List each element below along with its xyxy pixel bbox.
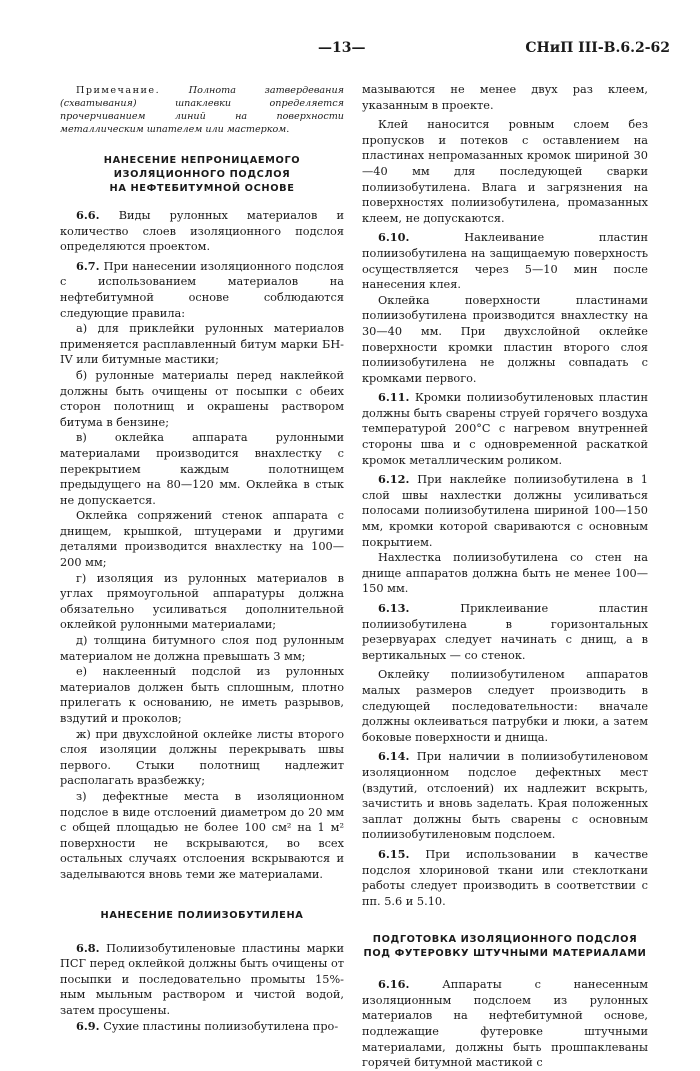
rule-a: а) для приклейки рулонных материалов применяется расплавленный битум марки БН-IV или битумные мастики; bbox=[60, 322, 344, 367]
rule-b: б) рулонные материалы перед наклейкой должны быть очищены от посыпки с обеих сторон полотнищ и окрашены раствором битума в бензине; bbox=[60, 368, 344, 429]
paragraph-text: При нанесении изоляционного подслоя с использованием материалов на нефтебитумной основе соблюдаются следующие правила: bbox=[60, 259, 345, 320]
paragraph-6-15 bbox=[362, 847, 648, 909]
right-column bbox=[362, 82, 648, 1071]
note bbox=[60, 84, 344, 136]
paragraph-6-8 bbox=[60, 941, 344, 1019]
section-title-line: ПОДГОТОВКА ИЗОЛЯЦИОННОГО ПОДСЛОЯ bbox=[372, 934, 638, 946]
paragraph-6-11 bbox=[362, 390, 648, 468]
section-title-polyisobutylene: НАНЕСЕНИЕ ПОЛИИЗОБУТИЛЕНА bbox=[100, 909, 304, 921]
page-header bbox=[0, 40, 700, 66]
clause-number: 6.14. bbox=[378, 749, 410, 764]
page-number: —13— bbox=[318, 40, 366, 56]
clause-number: 6.10. bbox=[378, 230, 410, 245]
section-title-line: ИЗОЛЯЦИОННОГО ПОДСЛОЯ bbox=[113, 169, 291, 180]
paragraph-text: Сухие пластины полиизобутилена про- bbox=[103, 1019, 339, 1033]
paragraph-6-13-small-apparatus: Оклейку полиизобутиленом аппаратов малых размеров следует производить в следующей последовательности: вначале должны оклеиваться патрубки и люки, а затем боковые поверхности и днища. bbox=[362, 668, 648, 744]
paragraph-text: При наклейке полиизобутилена в 1 слой швы нахлестки должны усиливаться полосами полиизобутилена шириной 100—150 мм, кромки которой свариваются с основным покрытием. bbox=[362, 473, 648, 549]
rule-z: з) дефектные места в изоляционном подслое в виде отслоений диаметром до 20 мм с общей площадью не более 100 см² на 1 м² поверхности не вскрываются, во всех остальных случаях отслоения вскрываются и заделываются вновь теми же материалами. bbox=[60, 789, 344, 881]
paragraph-text: Наклеивание пластин полиизобутилена на защищаемую поверхность осуществляется через 5—10 мин после нанесения клея. bbox=[362, 231, 648, 292]
clause-number: 6.11. bbox=[378, 390, 410, 405]
section-title-line: НА НЕФТЕБИТУМНОЙ ОСНОВЕ bbox=[109, 183, 295, 194]
paragraph-text: Аппараты с нанесенным изоляционным подслоем из рулонных материалов на нефтебитумной основе, подлежащие футеровке штучными материалами, должны быть прошпаклеваны горячей битумной мастикой с bbox=[362, 978, 648, 1070]
rule-v: в) оклейка аппарата рулонными материалами производится внахлестку с перекрытием каждым полотнищем предыдущего на 80—120 мм. Оклейка в стык не допускается. bbox=[60, 431, 344, 507]
paragraph-6-12 bbox=[362, 472, 648, 550]
section-title-impermeable bbox=[60, 154, 344, 196]
paragraph-6-14 bbox=[362, 749, 648, 843]
paragraph-6-13 bbox=[362, 601, 648, 663]
paragraph-6-10 bbox=[362, 230, 648, 292]
paragraph-6-9 bbox=[60, 1019, 344, 1035]
section-title-line: НАНЕСЕНИЕ НЕПРОНИЦАЕМОГО bbox=[103, 155, 301, 166]
clause-number: 6.7. bbox=[76, 258, 100, 273]
clause-number: 6.8. bbox=[76, 940, 100, 955]
clause-number: 6.12. bbox=[378, 472, 410, 487]
rule-v-continued: Оклейка сопряжений стенок аппарата с днищем, крышкой, штуцерами и другими деталями производится внахлестку на 100—200 мм; bbox=[60, 509, 344, 570]
section-title-lining-prep bbox=[362, 933, 648, 961]
paragraph-text: Виды рулонных материалов и количество слоев изоляционного подслоя определяются проектом. bbox=[60, 209, 345, 254]
paragraph-6-9-continued: мазываются не менее двух раз клеем, указанным в проекте. bbox=[362, 83, 648, 112]
clause-number: 6.6. bbox=[76, 208, 100, 222]
paragraph-6-6 bbox=[60, 208, 344, 255]
paragraph-6-16 bbox=[362, 977, 648, 1071]
note-text: Полнота затвердевания (схватывания) шпаклевки определяется прочерчиванием линий на поверхности металлическим шпателем или мастерком. bbox=[60, 85, 344, 135]
note-label: Примечание. bbox=[76, 85, 161, 96]
paragraph-6-9-glue: Клей наносится ровным слоем без пропусков и потеков с оставлением на пластинах непромазанных кромок шириной 30—40 мм для последующей сварки полиизобутилена. Влага и загрязнения на поверхностях полиизобутилена, промазанных клеем, не допускаются. bbox=[362, 118, 648, 225]
paragraph-text: Полиизобутиленовые пластины марки ПСГ перед оклейкой должны быть очищены от посыпки и последовательно промыты 15%-ным мыльным раствором и чистой водой, затем просушены. bbox=[60, 941, 344, 1017]
paragraph-6-7 bbox=[60, 259, 344, 321]
clause-number: 6.13. bbox=[378, 601, 410, 615]
paragraph-6-10-overlap: Оклейка поверхности пластинами полиизобутилена производится внахлестку на 30—40 мм. При двухслойной оклейке поверхности кромки пластин второго слоя полиизобутилена не должны совпадать с кромками первого. bbox=[362, 293, 648, 385]
section-title-line: ПОД ФУТЕРОВКУ ШТУЧНЫМИ МАТЕРИАЛАМИ bbox=[363, 948, 647, 960]
paragraph-text: При наличии в полиизобутиленовом изоляционном подслое дефектных мест (вздутий, отслоений) их надлежит вскрыть, зачистить и вновь заделать. Края положенных заплат должны быть сварены с основным полиизобутиленовым подслоем. bbox=[362, 750, 648, 842]
rule-zh: ж) при двухслойной оклейке листы второго слоя изоляции должны перекрывать швы первого. Стыки полотнищ надлежит располагать вразбежку; bbox=[60, 727, 344, 788]
paragraph-text: Кромки полиизобутиленовых пластин должны быть сварены струей горячего воздуха температурой 200°С с нагревом внутренней стороны шва и с одновременной раскаткой кромок металлическим роликом. bbox=[362, 391, 648, 467]
clause-number: 6.15. bbox=[378, 846, 410, 861]
left-column bbox=[60, 84, 344, 1034]
clause-number: 6.9. bbox=[76, 1018, 100, 1033]
paragraph-text: Приклеивание пластин полиизобутилена в горизонтальных резервуарах следует начинать с днищ, а в вертикальных — со стенок. bbox=[362, 602, 648, 662]
paragraph-6-12-overlap: Нахлестка полиизобутилена со стен на днище аппаратов должна быть не менее 100—150 мм. bbox=[362, 551, 648, 596]
clause-number: 6.16. bbox=[378, 977, 410, 992]
document-code: СНиП III-В.6.2-62 bbox=[525, 40, 670, 56]
paragraph-text: При использовании в качестве подслоя хлориновой ткани или стеклоткани работы следует производить в соответствии с пп. 5.6 и 5.10. bbox=[362, 847, 649, 908]
rule-e: е) наклеенный подслой из рулонных материалов должен быть сплошным, плотно прилегать к основанию, не иметь разрывов, вздутий и проколов; bbox=[60, 665, 344, 725]
rule-d: д) толщина битумного слоя под рулонным материалом не должна превышать 3 мм; bbox=[60, 634, 344, 663]
rule-g: г) изоляция из рулонных материалов в углах прямоугольной аппаратуры должна обязательно усиливаться дополнительной оклейкой рулонными материалами; bbox=[60, 571, 344, 632]
